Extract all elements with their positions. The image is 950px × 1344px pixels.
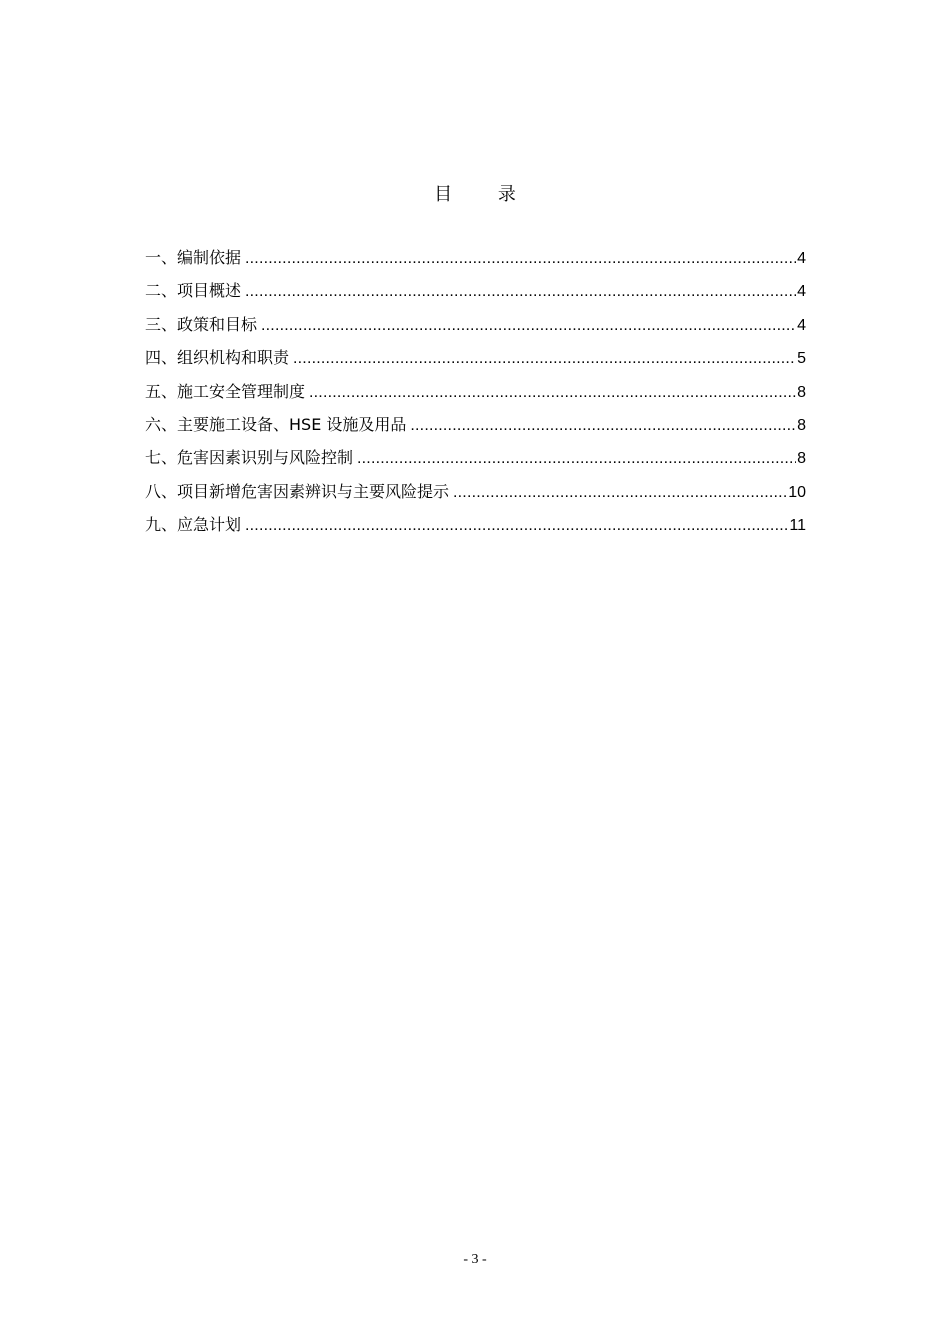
toc-entry-label: 九、应急计划 bbox=[145, 515, 242, 535]
toc-entry-label: 七、危害因素识别与风险控制 bbox=[145, 448, 354, 468]
toc-entry-page: 5 bbox=[797, 350, 806, 368]
toc-entry-6[interactable] bbox=[145, 412, 806, 445]
toc-entry-8[interactable] bbox=[145, 479, 806, 512]
toc-entry-label: 一、编制依据 bbox=[145, 248, 242, 267]
toc-entry-1[interactable] bbox=[145, 245, 806, 278]
toc-entry-label: 八、项目新增危害因素辨识与主要风险提示 bbox=[145, 481, 450, 501]
table-of-contents bbox=[145, 245, 806, 546]
toc-entry-page: 11 bbox=[789, 517, 806, 535]
toc-entry-page: 4 bbox=[797, 316, 806, 334]
toc-dot-leader bbox=[357, 446, 796, 472]
toc-title: 目 录 bbox=[434, 184, 536, 205]
toc-entry-label: 二、项目概述 bbox=[145, 281, 242, 301]
toc-dot-leader bbox=[309, 380, 796, 406]
toc-dot-leader bbox=[410, 413, 796, 439]
toc-dot-leader bbox=[293, 346, 796, 372]
toc-entry-page: 4 bbox=[797, 250, 806, 267]
toc-dot-leader bbox=[245, 513, 788, 539]
toc-dot-leader bbox=[245, 279, 796, 305]
toc-dot-leader bbox=[453, 480, 787, 506]
toc-entry-9[interactable] bbox=[145, 512, 806, 545]
toc-entry-4[interactable] bbox=[145, 345, 806, 378]
toc-entry-page: 8 bbox=[797, 450, 806, 468]
toc-entry-label: 六、主要施工设备、HSE 设施及用品 bbox=[145, 414, 407, 434]
toc-dot-leader bbox=[245, 246, 796, 272]
toc-entry-5[interactable] bbox=[145, 379, 806, 412]
toc-entry-label: 四、组织机构和职责 bbox=[145, 348, 290, 368]
toc-entry-7[interactable] bbox=[145, 445, 806, 478]
toc-entry-3[interactable] bbox=[145, 312, 806, 345]
toc-entry-label: 五、施工安全管理制度 bbox=[145, 381, 306, 401]
toc-entry-page: 10 bbox=[788, 483, 806, 501]
page-number-footer: - 3 - bbox=[463, 1252, 487, 1267]
toc-entry-page: 4 bbox=[797, 283, 806, 301]
toc-dot-leader bbox=[261, 313, 796, 339]
toc-entry-2[interactable] bbox=[145, 278, 806, 311]
toc-entry-page: 8 bbox=[797, 416, 806, 434]
toc-entry-page: 8 bbox=[797, 383, 806, 401]
toc-entry-label: 三、政策和目标 bbox=[145, 314, 258, 334]
